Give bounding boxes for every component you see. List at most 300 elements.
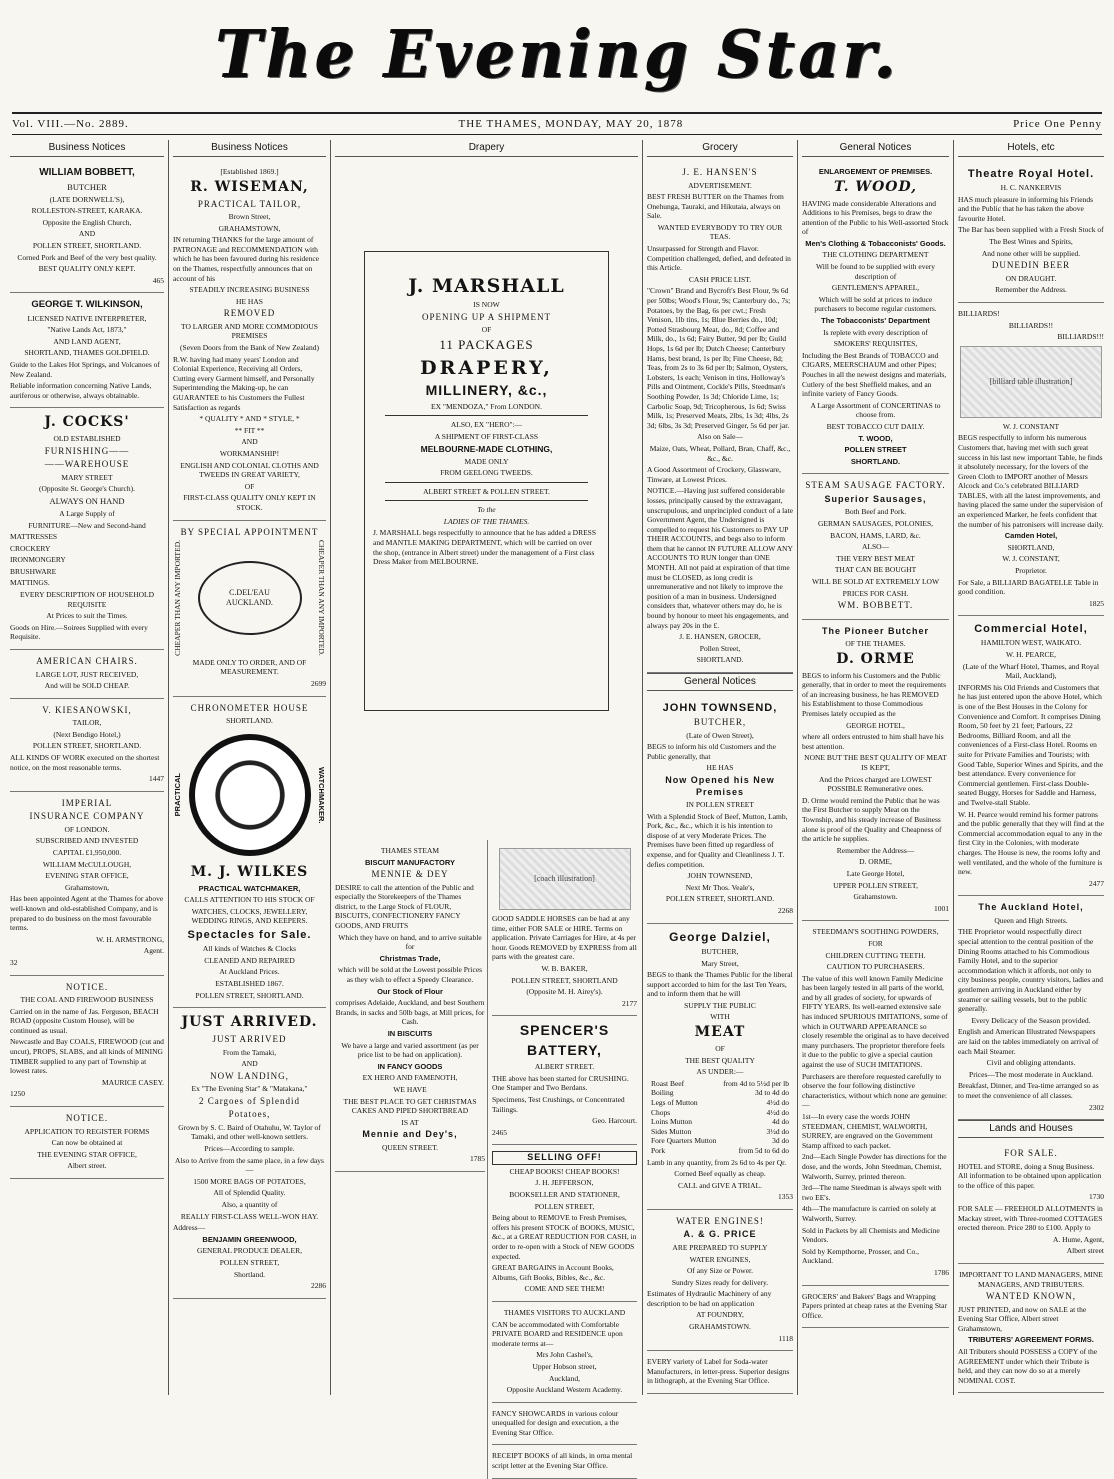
ad-number: 2286 — [311, 1281, 326, 1291]
price-row — [647, 1146, 793, 1156]
ad-line: (Late of the Wharf Hotel, Thames, and Royal Mail, Auckland), — [962, 661, 1100, 681]
ad-line: AND — [241, 1059, 258, 1069]
newspaper-title: The Evening Star. — [215, 16, 899, 93]
ad-line: Auckland, — [548, 1373, 581, 1383]
ad-line: Remember the Address— — [836, 845, 915, 855]
ad-line: Grahamstown, — [65, 882, 109, 892]
ad-insurance — [10, 792, 164, 976]
ad-line: Is replete with every description of — [823, 327, 928, 337]
ad-bobbett — [10, 161, 164, 293]
ad-line: CHILDREN CUTTING TEETH. — [825, 950, 926, 960]
ad-line: SUPPLY THE PUBLIC — [684, 1000, 756, 1010]
ad-line: POLLEN STREET, SHORTLAND. — [665, 894, 775, 904]
ad-title: JUST ARRIVED. — [181, 1014, 318, 1031]
ad-title: A. & G. PRICE — [683, 1229, 757, 1240]
ad-line: DUNEDIN BEER — [991, 260, 1071, 271]
ad-line: At Auckland Prices. — [219, 967, 280, 977]
ad-line: THE BEST PLACE TO GET CHRISTMAS CAKES AND PIPED SHORTBREAD — [343, 1096, 477, 1116]
ad-bobbett-sausage — [802, 474, 949, 619]
section-header: Drapery — [335, 140, 638, 157]
ad-line: OLD ESTABLISHED — [53, 434, 121, 444]
ad-line: And none other will be supplied. — [981, 248, 1081, 258]
ad-line: Lamb in any quantity, from 2s 6d to 4s per Qr. — [647, 1157, 787, 1167]
billiard-table-illustration: [billiard table illustration] — [960, 346, 1102, 418]
column-3 — [331, 140, 643, 1471]
ad-line: CAPITAL £1,950,000. — [52, 848, 122, 858]
ad-line: (LATE DORNWELL'S), — [49, 194, 125, 204]
ad-line: The Best Wines and Spirits, — [989, 237, 1073, 247]
ad-line: BEGS to thank the Thames Public for the liberal support accorded to him for the last Ten Years, and to inform them that he will — [647, 970, 793, 999]
ad-line: With a Splendid Stock of Beef, Mutton, Lamb, Pork, &c., &c., which it is his intention to dispose of at very Moderate Prices. The Premises have been fitted up regardless of expense, and for Quality and Cleanliness J. T. defies competition. — [647, 811, 788, 869]
ad-tributers — [958, 1264, 1104, 1393]
price-item: Sides Mutton — [651, 1126, 692, 1136]
stamp-text: C.DEL'EAU — [229, 587, 270, 597]
ad-title: Theatre Royal Hotel. — [967, 168, 1095, 180]
ad-line: POLLEN STREET, SHORTLAND — [511, 975, 618, 985]
ad-line: INFORMS his Old Friends and Customers that he has just entered upon the above Hotel, which is one of the Best Houses in the Colony for Convenience and Comfort. It comprises Dining Room, 50 feet by 21 feet; Parlours, 22 Bedrooms, Billiard Room, and all the conveniences of a First-class Hotel. Rooms en suite for Private Families and Tourists; with Good Table, Superior Wines and Spirits, and the best attendance. Every convenience for Commercial gentlemen. First-class Double-seated Buggy, Horses for Saddle and Harness, and Twelve-stall Stable. — [958, 682, 1103, 807]
ad-line: BEGS respectfully to inform his numerous Customers that, having met with such great success in his last new important Table, he finds it absolutely necessary, for the lovers of the Green Cloth to IMPORT another of Messrs Alcock and Co.'s celebrated BILLIARD TABLES, with all the latest improvements, and having placed the same under the supervision of an experienced Marker, he feels confident that the number of his patronisers will increase daily. — [958, 433, 1104, 529]
section-header: General Notices — [802, 140, 949, 157]
ad-line: D. ORME, — [859, 857, 892, 867]
ad-line: [Established 1869.] — [220, 167, 279, 176]
stamp-icon — [198, 561, 302, 635]
ad-number: 1825 — [1089, 598, 1104, 608]
ad-coal-notice — [10, 976, 164, 1107]
ad-line: SHORTLAND, — [1007, 542, 1055, 552]
ad-line: Including the Best Brands of TOBACCO and CIGARS, MEERSCHAUM and other Pipes; Pouches in all the newest designs and materials, Cutlery of the best Sheffield makes, and an infinite variety of Fancy Goods. — [802, 350, 947, 399]
ad-baker — [492, 840, 637, 1016]
ad-line: BOOKSELLER AND STATIONER, — [509, 1190, 620, 1200]
ad-line: Opposite Auckland Western Academy. — [506, 1385, 623, 1395]
ad-line: OF — [481, 325, 492, 335]
ad-line: ROLLESTON-STREET, KARAKA. — [31, 206, 143, 216]
ad-line: Prices—According to sample. — [204, 1144, 295, 1154]
ad-title: BY SPECIAL APPOINTMENT — [180, 526, 319, 537]
ad-jefferson — [492, 1145, 637, 1302]
ad-line: Guide to the Lakes Hot Springs, and Volcanoes of New Zealand. — [10, 359, 160, 379]
ad-line: OPENING UP A SHIPMENT — [422, 311, 551, 322]
ad-line: Address— — [173, 1223, 206, 1233]
ad-steedman — [802, 921, 949, 1285]
price-item: Chops — [651, 1107, 671, 1117]
ad-line: ARE PREPARED TO SUPPLY — [672, 1242, 768, 1252]
ad-title: J. MARSHALL — [408, 275, 565, 297]
ad-line: SHORTLAND. — [226, 716, 273, 726]
ad-number: 2477 — [1089, 878, 1104, 888]
ad-line: SHORTLAND. — [696, 655, 744, 665]
ad-line: (Opposite M. H. Airey's). — [526, 987, 603, 997]
ad-line: FROM GEELONG TWEEDS. — [440, 468, 533, 478]
ad-number: 1447 — [149, 774, 164, 784]
ad-line: J. H. JEFFERSON, — [535, 1178, 594, 1188]
ad-line: Also, a quantity of — [221, 1200, 278, 1210]
ad-line: THAT CAN BE BOUGHT — [834, 565, 917, 575]
ad-side-text: PRACTICAL — [173, 773, 182, 817]
column-2 — [169, 140, 331, 1395]
ad-line: MAURICE CASEY. — [102, 1077, 164, 1087]
price-item: Pork — [651, 1145, 666, 1155]
ad-line: HAMILTON WEST, WAIKATO. — [980, 638, 1082, 648]
ad-line: Remember the Address. — [995, 285, 1067, 295]
ad-line: Christmas Trade, — [379, 953, 441, 963]
ad-showcards — [492, 1403, 637, 1446]
divider — [385, 500, 588, 501]
ad-line: TO LARGER AND MORE COMMODIOUS PREMISES — [181, 321, 318, 341]
ad-line: JOHN TOWNSEND, — [687, 871, 753, 881]
ad-line: For Sale, a BILLIARD BAGATELLE Table in good condition. — [958, 577, 1099, 597]
ad-hansen — [647, 161, 793, 673]
ad-line: Has been appointed Agent at the Thames for above well-known and old-established Company, and is prepared to do business on the most favourable terms. — [10, 894, 164, 933]
ad-cocks — [10, 408, 164, 650]
ad-line: H. C. NANKERVIS — [1000, 183, 1062, 193]
ad-line: WM. BOBBETT. — [837, 600, 914, 611]
ad-line: THE Proprietor would respectfully direct special attention to the central position of the Dining Rooms attached to his Commodious Family Hotel, and to the superior accommodation which it affords, not only to city business people, country visitors, ladies and gentlemen arriving in Auckland either by steamer or sailing vessels, but to the public generally. — [958, 927, 1103, 1014]
ad-line: HAVING made considerable Alterations and Additions to his Premises, begs to draw the attention of the Public to his Well-assorted Stock of — [802, 198, 949, 237]
ad-number: 1353 — [778, 1192, 793, 1202]
ad-line: EVERY variety of Label for Soda-water Manufacturers, in letter-press. Superior designs in lithograph, at the Evening Star Office. — [647, 1357, 790, 1386]
ad-line: BEST TOBACCO CUT DAILY. — [826, 421, 925, 431]
ad-line: BILLIARDS!!! — [1057, 332, 1104, 342]
ad-townsend — [647, 695, 793, 924]
ad-line: WILLIAM McCULLOUGH, — [42, 859, 132, 869]
ad-line: A. Hume, Agent, — [1052, 1234, 1104, 1244]
ad-line: where all orders entrusted to him shall have his best attention. — [802, 732, 944, 751]
ad-line: ON DRAUGHT. — [1005, 273, 1057, 283]
ad-visitors — [492, 1302, 637, 1403]
ad-title: M. J. WILKES — [190, 863, 309, 880]
ad-title: STEEDMAN'S SOOTHING POWDERS, — [812, 927, 939, 937]
ad-title: MENNIE & DEY — [371, 869, 449, 880]
ad-line: IS NOW — [473, 300, 500, 310]
ad-number: 1001 — [934, 903, 949, 913]
ad-line: A SHIPMENT OF FIRST-CLASS — [434, 432, 539, 442]
ad-line: A Good Assortment of Crockery, Glassware, Tinware, at Lowest Prices. — [647, 465, 781, 484]
ad-line: EX "MENDOZA," From LONDON. — [431, 401, 542, 411]
clock-icon — [189, 734, 311, 856]
ad-line: Also on Sale— — [697, 432, 743, 442]
ad-line: SHORTLAND. — [850, 456, 901, 466]
price: Price One Penny — [1013, 118, 1102, 130]
ad-line: W. H. PEARCE, — [1006, 650, 1056, 660]
ad-line: MADE ONLY TO ORDER, AND OF MEASUREMENT. — [192, 657, 307, 677]
ad-title: The Pioneer Butcher — [821, 625, 930, 636]
ad-line: We have a large and varied assortment (as per price list to be had on application). — [341, 1040, 479, 1060]
ad-line: IRONMONGERY — [10, 555, 66, 565]
ad-number: 2465 — [492, 1127, 507, 1137]
ad-line: CHEAP BOOKS! CHEAP BOOKS! — [509, 1166, 620, 1176]
ad-line: SUBSCRIBED AND INVESTED — [35, 836, 139, 846]
ad-line: ALSO— — [861, 542, 890, 552]
ad-title: STEAM SAUSAGE FACTORY. — [805, 480, 946, 491]
price-value: 3d to 4d do — [755, 1088, 789, 1098]
ad-title: V. KIESANOWSKI, — [42, 704, 132, 715]
ad-line: NOTICE.—Having just suffered considerable losses, principally caused by the extravagant, unscrupulous, and unprincipled conduct of a late Government Agent, the Undersigned is compelled to request his Customers to PAY UP THEIR ACCOUNTS, and begs also to inform them that he cannot IN FUTURE ALLOW ANY ACCOUNTS TO RUN longer than ONE MONTH. All not paid at expiration of that time must be CLOSED, as long credit is unremunerative and not likely to improve the position of a man in business. Undersigned considers that, whatever others may do, he is bound by honour to meet his engagements, and always pay 20s in the £. — [647, 486, 794, 630]
ad-line: STEADILY INCREASING BUSINESS — [189, 285, 310, 295]
ad-line: NONE BUT THE BEST QUALITY OF MEAT IS KEPT, — [804, 753, 947, 772]
ad-number: 1785 — [470, 1154, 485, 1164]
ad-line: LARGE LOT, JUST RECEIVED, — [35, 669, 139, 679]
ad-line: ALWAYS ON HAND — [49, 496, 125, 507]
ad-line: MELBOURNE-MADE CLOTHING, — [420, 443, 553, 454]
ad-line: English and American Illustrated Newspapers are laid on the tables immediately on arrival of each Mail Steamer. — [958, 1027, 1099, 1056]
price-item: Fore Quarters Mutton — [651, 1136, 717, 1146]
ad-line: Newcastle and Bay COALS, FIREWOOD (cut and uncut), PROPS, SLABS, and all kinds of MINING TIMBER supplied to any part of Township at lowest rates. — [10, 1037, 164, 1076]
ad-line: NOW LANDING, — [210, 1070, 289, 1081]
ad-line: W. H. ARMSTRONG, — [96, 934, 164, 944]
ad-line: CLEANED AND REPAIRED — [204, 955, 295, 965]
ad-line: PRACTICAL WATCHMAKER, — [198, 883, 301, 893]
ad-line: OF — [715, 1043, 725, 1053]
ad-title: WATER ENGINES! — [676, 1215, 764, 1226]
ad-line: EVENING STAR OFFICE, — [45, 871, 129, 881]
ad-line: Will be found to be supplied with every description of — [815, 262, 936, 281]
ad-title: NOTICE. — [65, 1113, 109, 1124]
ad-line: PRICES FOR CASH. — [842, 588, 909, 598]
ad-line: AS UNDER:— — [696, 1067, 744, 1077]
volume-number: Vol. VIII.—No. 2889. — [12, 118, 129, 130]
ad-line: ALL KINDS OF WORK executed on the shortest notice, on the most reasonable terms. — [10, 753, 160, 772]
ad-line: At Prices to suit the Times. — [46, 611, 128, 621]
ad-line: The Tobacconists' Department — [821, 316, 930, 326]
ad-line: POLLEN STREET, SHORTLAND. — [32, 241, 142, 251]
ad-line: Of any Size or Power. — [686, 1266, 754, 1276]
col3-right — [487, 840, 637, 1479]
ad-line: MATTRESSES — [10, 532, 58, 542]
ad-number: 1786 — [934, 1267, 949, 1277]
ad-line: All Tributers should POSSESS a COPY of the AGREEMENT under which their Tribute is held, and they can now do so at a merely NOMINAL COST. — [958, 1347, 1098, 1385]
ad-line: Men's Clothing & Tobacconists' Goods. — [805, 238, 946, 248]
ad-line: POLLEN STREET — [844, 445, 907, 455]
ad-line: OF LONDON. — [64, 824, 110, 834]
ad-line: GRAHAMSTOWN. — [689, 1322, 751, 1332]
ad-line: GREAT BARGAINS in Account Books, Albums, Gift Books, Bibles, &c., &c. — [492, 1263, 614, 1282]
ad-line: 4th—The manufacture is carried on solely at Walworth, Surrey. — [802, 1204, 937, 1223]
ad-line: OF THE THAMES. — [845, 639, 906, 649]
ad-title: SPENCER'S — [519, 1022, 610, 1039]
ad-line: Potatoes, — [228, 1109, 271, 1120]
ad-line: 1st—In every case the words JOHN STEEDMAN, CHEMIST, WALWORTH, SURREY, are engraved on the Government Stamp affixed to each packet. — [802, 1112, 933, 1150]
ad-line: BEGS to inform his old Customers and the Public generally, that — [647, 742, 776, 761]
price-row — [647, 1136, 793, 1146]
price-value: from 5d to 6d do — [738, 1145, 789, 1155]
ad-line: Being about to REMOVE to Fresh Premises, offers his present STOCK of BOOKS, MUSIC, &c., at a GREAT REDUCTION FOR CASH, in order to re-open with a Stock of NEW GOODS expected. — [492, 1213, 637, 1261]
ad-wiseman — [173, 161, 326, 521]
price-row — [647, 1098, 793, 1108]
ad-line: BUTCHER — [67, 181, 107, 192]
ad-title: AMERICAN CHAIRS. — [36, 656, 138, 667]
coach-illustration: [coach illustration] — [499, 848, 631, 910]
ad-price-water-engines — [647, 1210, 793, 1351]
ad-labels — [647, 1351, 793, 1394]
ad-line: which will be sold at the Lowest possible Prices as they wish to effect a Speedy Clearance. — [337, 965, 483, 985]
ad-line: A Large Assortment of CONCERTINAS to choose from. — [810, 400, 941, 420]
ad-line: Grahamstown. — [853, 892, 898, 902]
ad-title: CHRONOMETER HOUSE — [190, 702, 309, 713]
ad-line: WORKMANSHIP! — [219, 449, 280, 458]
ad-line: Goods on Hire.—Soirees Supplied with every Requisite. — [10, 622, 148, 642]
ad-line: FOR — [868, 938, 883, 948]
ad-line: Specimens, Test Crushings, or Concentrated Tailings. — [492, 1094, 625, 1114]
ad-line: BACON, HAMS, LARD, &c. — [830, 530, 921, 540]
ad-line: THE CLOTHING DEPARTMENT — [822, 250, 929, 260]
ad-line: Mennie and Dey's, — [362, 1129, 458, 1140]
ad-dalziel — [647, 924, 793, 1210]
ad-line: HE HAS — [706, 763, 734, 773]
ad-side-text: WATCHMAKER. — [317, 766, 326, 824]
ad-line: JUST PRINTED, and now on SALE at the Evening Star Office, Albert street Grahamstown, — [958, 1304, 1087, 1333]
ad-line: Grown by S. C. Baird of Otahuhu, W. Taylor of Tamaki, and other well-known settlers. — [178, 1122, 321, 1142]
price-value: 4½d do — [766, 1097, 789, 1107]
ad-line: FANCY SHOWCARDS in various colour unequalled for design and execution, a the Evening Star Office. — [492, 1408, 619, 1437]
ad-line: Albert street. — [67, 1161, 107, 1171]
ad-line: The value of this well known Family Medicine has been largely tested in all parts of the world, and by all grades of society, for upwards of FIFTY YEARS. Its well-earned extensive sale has induced SPURIOUS IMITATIONS, some of which in OUTWARD APPEARANCE so closely resemble the original as to have deceived many purchasers. The proprietor therefore feels it due to the public to give a special caution against the use of SUCH IMITATIONS. — [802, 973, 949, 1070]
price-item: Legs of Mutton — [651, 1097, 698, 1107]
ad-camden-hotel — [958, 303, 1104, 616]
ad-line: BILLIARDS! — [958, 308, 1000, 318]
ad-line: W. J. CONSTANT, — [1002, 554, 1060, 564]
ad-line: Opposite the English Church, — [42, 217, 132, 227]
ad-line: FURNISHING—— — [44, 445, 130, 456]
ad-line: A Large Supply of — [59, 508, 115, 518]
price-value: 3d do — [772, 1136, 789, 1146]
ad-line: POLLEN STREET, SHORTLAND. — [195, 990, 304, 1000]
ad-line: GROCERS' and Bakers' Bags and Wrapping Papers printed at cheap rates at the Evening Star Office. — [802, 1291, 947, 1320]
ad-line: CAUTION TO PURCHASERS. — [826, 962, 925, 972]
ad-greenwood — [173, 1008, 326, 1299]
ad-line: QUEEN STREET. — [381, 1142, 439, 1152]
ad-title: ENLARGEMENT OF PREMISES. — [818, 167, 933, 176]
ad-line: GENTLEMEN'S APPAREL, — [831, 283, 920, 293]
ad-line: GEORGE HOTEL, — [846, 720, 905, 730]
ad-title: IMPORTANT TO LAND MANAGERS, MINE MANAGERS, AND TRIBUTERS. — [959, 1269, 1103, 1289]
ad-title: NOTICE. — [65, 981, 109, 992]
ad-commercial-hotel — [958, 616, 1104, 896]
ad-title: BISCUIT MANUFACTORY — [365, 857, 455, 867]
ad-line: * QUALITY * AND * STYLE, * — [199, 414, 300, 424]
price-value: 4½d do — [766, 1107, 789, 1117]
ad-line: 3rd—The name Steedman is always spelt with two EE's. — [802, 1183, 942, 1202]
price-row — [647, 1127, 793, 1137]
ad-line: BUTCHER, — [693, 717, 747, 728]
price-item: Boiling — [651, 1088, 674, 1098]
ad-line: WATCHES, CLOCKS, JEWELLERY, WEDDING RINGS, AND KEEPERS. — [191, 906, 308, 926]
ad-line: W. B. BAKER, — [541, 963, 588, 973]
ad-line: Next Mr Thos. Veale's, — [685, 882, 755, 892]
ad-line: Spectacles for Sale. — [187, 929, 312, 942]
ad-title: The Auckland Hotel, — [978, 902, 1084, 913]
ad-line: Civil and obliging attendants. — [986, 1058, 1076, 1068]
ad-line: J. MARSHALL begs respectfully to announce that he has added a DRESS and MANTLE MAKING DEPARTMENT, which will be carried on over the shop, (entrance in Albert street) under the management of a First class Dress Maker from MELBOURNE. — [373, 528, 597, 567]
ad-line: REALLY FIRST-CLASS WELL-WON HAY. — [180, 1211, 319, 1221]
ad-line: WITH — [710, 1012, 730, 1022]
column-4 — [643, 140, 798, 1395]
ad-line: Can now be obtained at — [51, 1138, 123, 1148]
ad-line: AT FOUNDRY, — [696, 1310, 744, 1320]
ad-title: GEORGE T. WILKINSON, — [31, 299, 143, 311]
column-1 — [6, 140, 169, 1395]
ad-number: 1730 — [1089, 1192, 1104, 1202]
ad-line: REMOVED — [223, 308, 276, 319]
ad-line: CALLS ATTENTION TO HIS STOCK OF — [184, 895, 315, 905]
ad-line: Which will be sold at prices to induce purchasers to become regular customers. — [814, 294, 937, 314]
ad-for-sale — [958, 1142, 1104, 1264]
ad-line: ——WAREHOUSE — [44, 459, 130, 470]
ad-number: 465 — [152, 275, 164, 285]
ad-number: 2302 — [1089, 1102, 1104, 1112]
ad-line: IN BISCUITS — [387, 1029, 433, 1039]
ad-line: FIRST-CLASS QUALITY ONLY KEPT IN STOCK. — [183, 493, 316, 512]
ad-line: Prices—The most moderate in Auckland. — [969, 1069, 1093, 1079]
ad-line: TAILOR, — [72, 718, 102, 728]
ad-line: And the Prices charged are LOWEST POSSIBLE Remunerative ones. — [819, 774, 932, 794]
ad-line: Reliable information concerning Native Lands, auriferous or otherwise, always obtainable. — [10, 381, 152, 400]
ad-line: GERMAN SAUSAGES, POLONIES, — [817, 518, 933, 528]
ad-line: Agent. — [143, 946, 164, 956]
ad-line: D. Orme would remind the Public that he was the First Butcher to supply Meat on the Township, and his steady increase of Business alone is proof of the Quality and Cheapness of the article he supplies. — [802, 795, 942, 844]
ad-line: MARY STREET — [61, 472, 113, 482]
price-value: 3½d do — [766, 1126, 789, 1136]
ad-line: POLLEN STREET, — [219, 1257, 280, 1267]
ad-line: GENERAL PRODUCE DEALER, — [197, 1246, 302, 1256]
ad-line: comprises Adelaide, Auckland, and best Southern Brands, in sacks and 50lb bags, at Mill prices, for Cash. — [335, 998, 485, 1027]
ad-line: Mrs John Cashel's, — [536, 1350, 593, 1360]
ad-line: Shortland. — [233, 1269, 266, 1279]
ad-line: IN FANCY GOODS — [377, 1061, 443, 1071]
ad-line: POLLEN STREET, — [534, 1201, 595, 1211]
ad-line: All kinds of Watches & Clocks — [202, 944, 297, 954]
ad-line: TRIBUTERS' AGREEMENT FORMS. — [968, 1335, 1094, 1345]
ad-line: GOOD SADDLE HORSES can be had at any time, either FOR SALE or HIRE. Terms on application. Private Carriages for Hire, at 4s per hour. Goods REMOVED by EXPRESS from all parts with the greatest care. — [492, 914, 637, 962]
ad-title: SELLING OFF! — [492, 1151, 637, 1165]
ad-title: George Dalziel, — [669, 929, 771, 944]
ad-line: SMOKERS' REQUISITES, — [833, 339, 918, 349]
section-header: Lands and Houses — [958, 1120, 1104, 1138]
ad-line: ** FIT ** — [234, 425, 265, 435]
price-row — [647, 1117, 793, 1127]
ad-line: MILLINERY, &c., — [425, 381, 548, 398]
ad-number: 1118 — [778, 1333, 793, 1343]
ad-number: 2268 — [778, 905, 793, 915]
ad-line: Albert street — [1066, 1246, 1104, 1256]
ad-line: Sundry Sizes ready for delivery. — [671, 1277, 769, 1287]
ad-line: Every Delicacy of the Season provided. — [971, 1015, 1091, 1025]
ad-marshall — [364, 251, 609, 711]
ad-line: LICENSED NATIVE INTERPRETER, — [27, 313, 147, 323]
ad-line: 1500 MORE BAGS OF POTATOES, — [193, 1176, 306, 1186]
ad-kiesanowski — [10, 699, 164, 792]
ad-line: Which they have on hand, and to arrive suitable for — [338, 932, 482, 952]
ad-line: BEST QUALITY ONLY KEPT. — [38, 264, 136, 274]
ad-line: All of Splendid Quality. — [213, 1188, 286, 1198]
section-header: Grocery — [647, 140, 793, 157]
meat-price-table — [647, 1079, 793, 1156]
ad-line: 2nd—Each Single Powder has directions for the dose, and the words, John Steedman, Chemist, Walworth, Surrey, printed thereon. — [802, 1152, 947, 1181]
ad-title: R. WISEMAN, — [190, 178, 309, 195]
price-row — [647, 1108, 793, 1118]
ad-line: Unsurpassed for Strength and Flavor. Competition challenged, defied, and defeated in this Article. — [647, 244, 791, 273]
ad-line: BRUSHWARE — [10, 566, 57, 576]
ad-line: CASH PRICE LIST. — [688, 274, 752, 284]
ad-title: J. E. HANSEN'S — [682, 167, 758, 177]
ad-forms — [10, 1107, 164, 1179]
ad-line: Queen and High Streets. — [994, 915, 1068, 925]
ad-line: IN returning THANKS for the large amount of PATRONAGE and RECOMMENDATION with which he has been favoured during his residence on the Thames, respectfully announces that on account of his — [173, 235, 319, 283]
ad-receipt — [492, 1445, 637, 1478]
section-header: Business Notices — [173, 140, 326, 157]
ad-line: WE HAVE — [393, 1084, 427, 1094]
ad-line: Maize, Oats, Wheat, Pollard, Bran, Chaff, &c., &c., &c. — [649, 443, 791, 463]
ad-line: HOTEL and STORE, doing a Snug Business. All information to be obtained upon application to the office of this paper. — [958, 1161, 1102, 1190]
